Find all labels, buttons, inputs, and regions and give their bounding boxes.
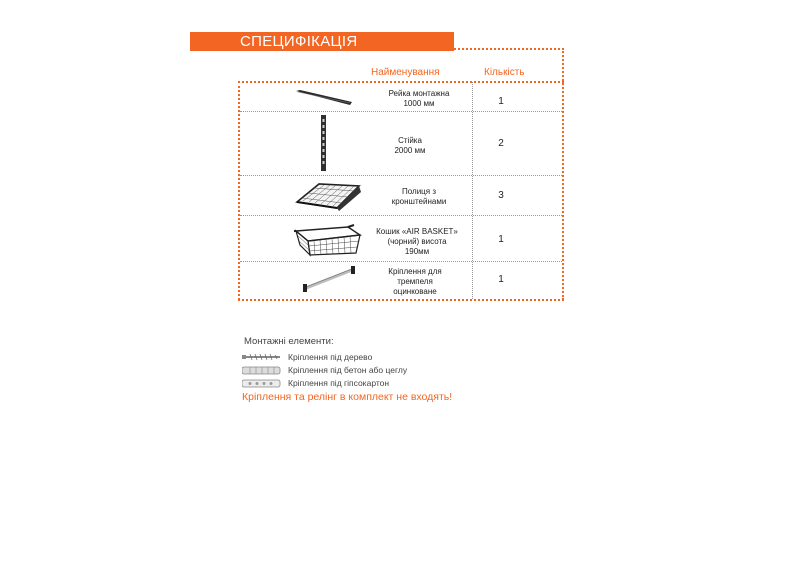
title-bar — [190, 32, 454, 51]
row-1-name-line: Рейка монтажна — [388, 89, 450, 98]
mounting-item-label: Кріплення під гіпсокартон — [288, 378, 390, 388]
column-header-quantity: Кількість — [484, 67, 525, 78]
row-2-quantity: 2 — [498, 138, 504, 149]
mounting-item-label: Кріплення під дерево — [288, 352, 373, 362]
wood-screw-icon — [242, 353, 282, 361]
row-3-name-line: кронштейнами — [391, 197, 447, 206]
page-title: СПЕЦИФІКАЦІЯ — [240, 33, 358, 50]
row-divider — [240, 215, 562, 216]
drywall-anchor-icon — [242, 379, 282, 388]
row-4-name-line: Кошик «AIR BASKET» — [376, 227, 458, 236]
row-1-quantity: 1 — [498, 96, 504, 107]
row-5-name — [360, 267, 470, 297]
row-4-name — [362, 227, 472, 257]
row-5-name-line: оцинковане — [393, 287, 437, 296]
row-3-name — [364, 187, 474, 207]
row-2-name-line: 2000 мм — [394, 146, 426, 155]
column-header-name: Найменування — [371, 67, 440, 78]
row-divider — [240, 261, 562, 262]
air-basket-image — [292, 221, 364, 257]
row-5-name-line: Кріплення для — [388, 267, 442, 276]
row-3-name-line: Полиця з — [402, 187, 436, 196]
row-divider — [240, 175, 562, 176]
row-4-name-line: 190мм — [404, 247, 430, 256]
shelf-with-brackets-image — [293, 180, 363, 212]
row-3-quantity: 3 — [498, 190, 504, 201]
mounting-title: Монтажні елементи: — [244, 336, 334, 347]
mounting-rail-image — [294, 88, 354, 108]
frame-top-border — [454, 48, 564, 50]
frame-header-divider — [238, 81, 564, 83]
frame-bottom-border — [238, 299, 564, 301]
frame-right-border — [562, 48, 564, 300]
row-4-name-line: (чорний) висота — [387, 237, 447, 246]
hanger-rail-image — [300, 264, 358, 294]
row-divider — [240, 111, 562, 112]
row-1-name-line: 1000 мм — [403, 99, 435, 108]
upright-post-image — [318, 114, 330, 172]
frame-left-border — [238, 81, 240, 300]
row-2-name — [355, 136, 465, 156]
concrete-anchor-icon — [242, 366, 282, 375]
row-5-quantity: 1 — [498, 274, 504, 285]
row-2-name-line: Стійка — [398, 136, 422, 145]
row-4-quantity: 1 — [498, 234, 504, 245]
warning-note: Кріплення та релінг в комплект не входять! — [242, 391, 453, 403]
row-1-name — [364, 89, 474, 109]
row-5-name-line: тремпеля — [397, 277, 433, 286]
mounting-item-label: Кріплення під бетон або цеглу — [288, 365, 408, 375]
